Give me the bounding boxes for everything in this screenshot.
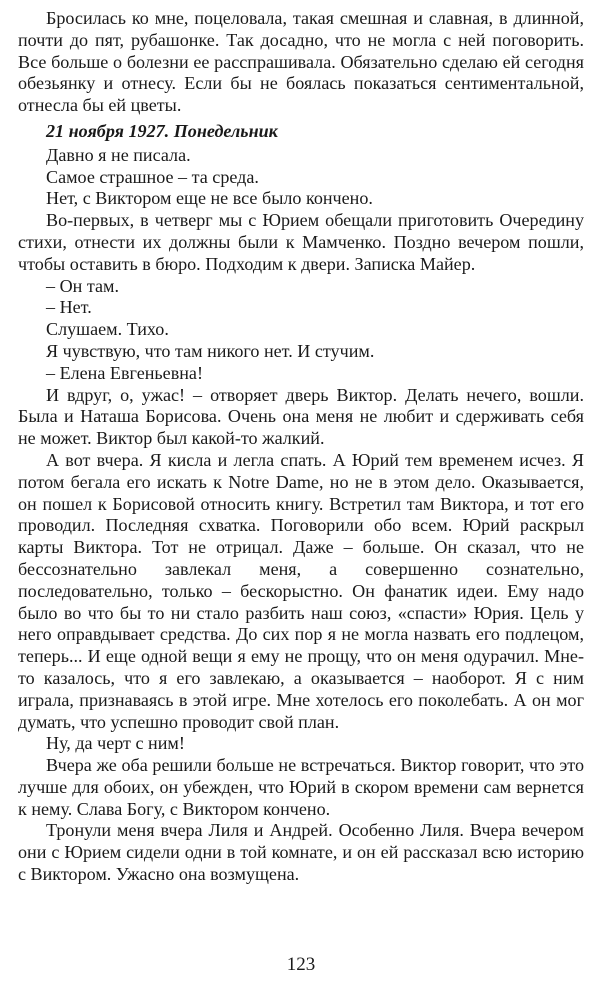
paragraph-intro: Бросилась ко мне, поцеловала, такая смешная и славная, в длинной, почти до пят, рубашонке. Так досадно, что не могла с ней поговорить. Все больше о болезни ее расспрашивала. Обязательно сделаю ей сегодня обезьянку и отнесу. Если бы не боялась показаться сентиментальной, отнесла бы ей цветы. bbox=[18, 8, 584, 116]
paragraph: Вчера же оба решили больше не встречаться. Виктор говорит, что это лучше для обоих, он убежден, что Юрий в скором времени сам вернется к нему. Слава Богу, с Виктором кончено. bbox=[18, 755, 584, 819]
paragraph: Тронули меня вчера Лиля и Андрей. Особенно Лиля. Вчера вечером они с Юрием сидели одни в той комнате, и он ей рассказал всю историю с Виктором. Ужасно она возмущена. bbox=[18, 820, 584, 885]
paragraph: Ну, да черт с ним! bbox=[46, 733, 185, 754]
paragraph: А вот вчера. Я кисла и легла спать. А Юрий тем временем исчез. Я потом бегала его искать к Notre Dame, но не в этом дело. Оказывается, он пошел к Борисовой относить книгу. Встретил там Виктора, и тот его проводил. Последняя схватка. Поговорили обо всем. Юрий раскрыл карты Виктора. Тот не отрицал. Даже – больше. Он сказал, что не бессознательно завлекал меня, а совершенно сознательно, последовательно, только – бескорыстно. Он фанатик идеи. Ему надо было во что бы то ни стало разбить наш союз, «спасти» Юрия. Цель у него оправдывает средства. До сих пор я не могла назвать его подлецом, теперь... И еще одной вещи я ему не прощу, что он меня одурачил. Мне-то казалось, что я его завлекаю, а оказывается – наоборот. Я с ним играла, признаваясь в этой игре. Мне хотелось его поколебать. А он мог думать, что успешно проводит свой план. bbox=[18, 449, 584, 732]
book-page bbox=[18, 8, 584, 994]
paragraph: Я чувствую, что там никого нет. И стучим. bbox=[46, 340, 375, 361]
paragraph: И вдруг, о, ужас! – отворяет дверь Виктор. Делать нечего, вошли. Была и Наташа Борисова. Очень она меня не любит и сдерживать себя не может. Виктор был какой-то жалкий. bbox=[18, 384, 584, 449]
page-number: 123 bbox=[286, 954, 316, 975]
paragraph: Самое страшное – та среда. bbox=[46, 166, 259, 187]
paragraph: Нет, с Виктором еще не все было кончено. bbox=[46, 188, 373, 209]
paragraph: Давно я не писала. bbox=[46, 144, 191, 165]
diary-entry-heading: 21 ноября 1927. Понедельник bbox=[46, 120, 278, 141]
paragraph: Во-первых, в четверг мы с Юрием обещали приготовить Очередину стихи, отнести их должны были к Мамченко. Поздно вечером пошли, чтобы оставить в бюро. Подходим к двери. Записка Майер. bbox=[18, 210, 584, 274]
paragraph: Слушаем. Тихо. bbox=[46, 319, 169, 340]
dialogue-line: – Елена Евгеньевна! bbox=[46, 362, 203, 383]
dialogue-line: – Он там. bbox=[46, 275, 119, 296]
dialogue-line: – Нет. bbox=[46, 297, 92, 318]
